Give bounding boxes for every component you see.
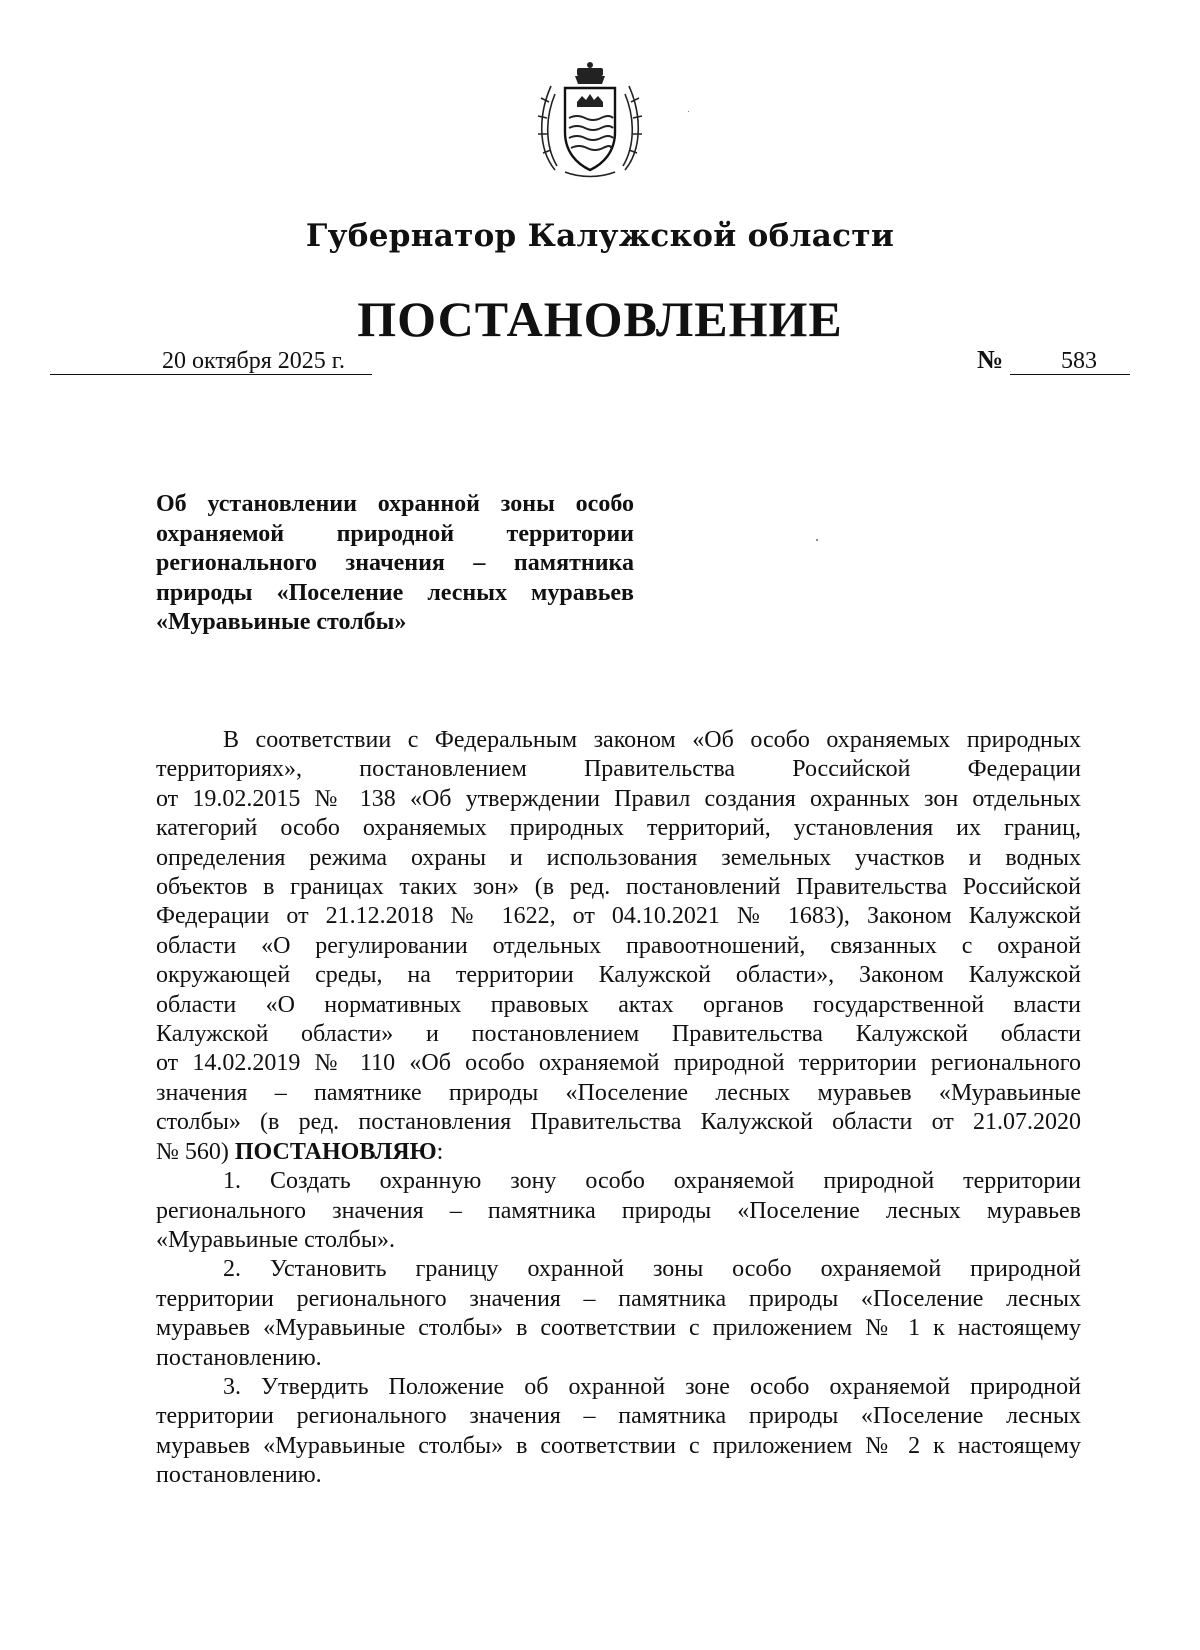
document-number: 583	[1010, 348, 1130, 375]
document-body	[156, 726, 1081, 1491]
preamble-line: окружающей среды, на территории Калужской области», Законом Калужской	[156, 962, 1081, 989]
document-subject	[156, 490, 634, 638]
preamble-line: объектов в границах таких зон» (в ред. постановлений Правительства Российской	[156, 874, 1081, 901]
subject-line: «Муравьиные столбы»	[156, 609, 407, 635]
issuer-title: Губернатор Калужской области	[305, 218, 895, 254]
preamble-line: Федерации от 21.12.2018 № 1622, от 04.10.2021 № 1683), Законом Калужской	[156, 903, 1081, 930]
preamble-line: территориях», постановлением Правительства Российской Федерации	[156, 756, 1081, 783]
item-3-line: муравьев «Муравьиные столбы» в соответствии с приложением № 2 к настоящему	[156, 1432, 1081, 1459]
subject-line: Об установлении охранной зоны особо	[156, 491, 634, 517]
scan-speck	[816, 539, 818, 541]
preamble-line: области «О нормативных правовых актах органов государственной власти	[156, 991, 1081, 1018]
subject-line: регионального значения – памятника	[156, 550, 634, 576]
preamble-final-text: № 560)	[156, 1138, 235, 1165]
subject-line: природы «Поселение лесных муравьев	[156, 579, 634, 606]
item-2-line: постановлению.	[156, 1344, 322, 1371]
preamble-line: столбы» (в ред. постановления Правительства Калужской области от 21.07.2020	[156, 1109, 1081, 1136]
preamble-line: области «О регулировании отдельных правоотношений, связанных с охраной	[156, 932, 1081, 959]
item-2-line: территории регионального значения – памятника природы «Поселение лесных	[156, 1285, 1081, 1312]
resolve-colon: :	[436, 1138, 444, 1165]
document-type-title: ПОСТАНОВЛЕНИЕ	[357, 291, 843, 347]
resolve-word: ПОСТАНОВЛЯЮ	[234, 1138, 437, 1165]
subject-line: охраняемой природной территории	[156, 520, 634, 547]
item-1-line: 1. Создать охранную зону особо охраняемой природной территории	[223, 1168, 1081, 1195]
preamble-line: В соответствии с Федеральным законом «Об особо охраняемых природных	[223, 727, 1081, 753]
item-3-line: постановлению.	[156, 1462, 322, 1489]
item-2-line: 2. Установить границу охранной зоны особо охраняемой природной	[223, 1256, 1081, 1283]
item-1-line: «Муравьиные столбы».	[156, 1226, 395, 1253]
item-1-line: регионального значения – памятника природы «Поселение лесных муравьев	[156, 1197, 1081, 1224]
preamble-line: Калужской области» и постановлением Правительства Калужской области	[156, 1021, 1081, 1048]
preamble-line: значения – памятнике природы «Поселение лесных муравьев «Муравьиные	[156, 1079, 1081, 1106]
scan-speck	[688, 111, 689, 112]
document-date: 20 октября 2025 г.	[50, 348, 372, 375]
preamble-line: категорий особо охраняемых природных территорий, установления их границ,	[156, 815, 1081, 842]
item-3-line: 3. Утвердить Положение об охранной зоне особо охраняемой природной	[223, 1373, 1081, 1400]
coat-of-arms-icon	[535, 58, 645, 180]
item-3-line: территории регионального значения – памятника природы «Поселение лесных	[156, 1403, 1081, 1430]
preamble-line: от 14.02.2019 № 110 «Об особо охраняемой природной территории регионального	[156, 1050, 1081, 1077]
preamble-line: от 19.02.2015 № 138 «Об утверждении Правил создания охранных зон отдельных	[156, 785, 1081, 812]
preamble-line: определения режима охраны и использования земельных участков и водных	[156, 844, 1081, 871]
number-sign: №	[977, 345, 1004, 374]
item-2-line: муравьев «Муравьиные столбы» в соответствии с приложением № 1 к настоящему	[156, 1315, 1081, 1342]
preamble-final-line	[156, 1138, 1081, 1167]
